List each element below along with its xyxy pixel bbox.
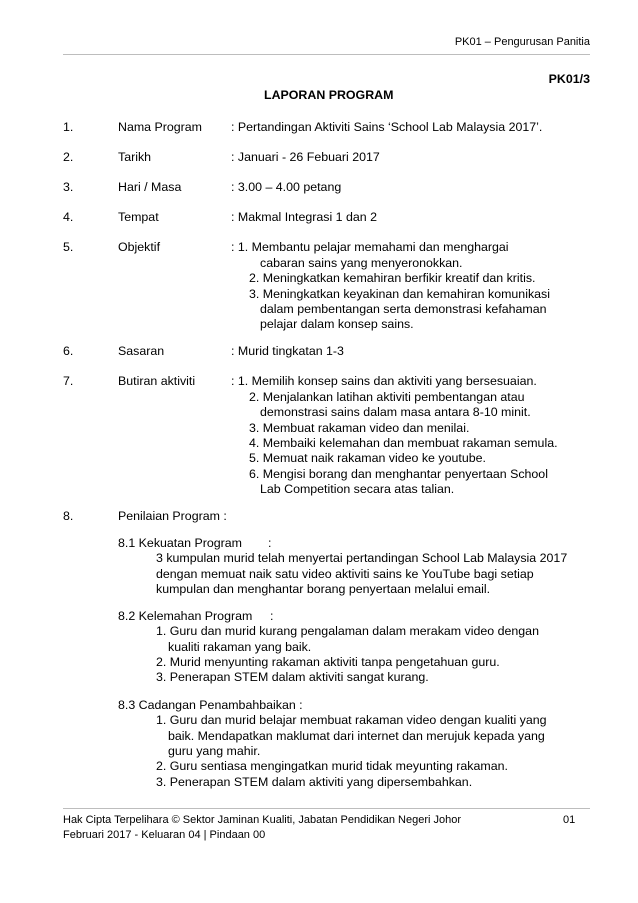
objektif-line: dalam pembentangan serta demonstrasi kefahaman (260, 302, 547, 316)
section-line: 1. Guru dan murid belajar membuat rakaman video dengan kualiti yang (156, 713, 547, 727)
item-number: 3. (63, 180, 74, 194)
item-label: Tempat (118, 210, 159, 224)
running-title: PK01 – Pengurusan Panitia (454, 36, 590, 48)
item-label: Objektif (118, 240, 161, 254)
item-number: 5. (63, 240, 74, 254)
item-value: : Januari - 26 Febuari 2017 (231, 150, 380, 164)
page-title: LAPORAN PROGRAM (264, 88, 394, 102)
objektif-line: 3. Meningkatkan keyakinan dan kemahiran komunikasi (249, 287, 550, 301)
aktiviti-line: 2. Menjalankan latihan aktiviti pembentangan atau (249, 390, 525, 404)
section-line: 2. Murid menyunting rakaman aktiviti tanpa pengetahuan guru. (156, 655, 500, 669)
footer-page-number: 01 (563, 814, 576, 826)
item-number: 2. (63, 150, 74, 164)
document-code: PK01/3 (548, 72, 590, 86)
section-line: 1. Guru dan murid kurang pengalaman dalam merakam video dengan (156, 624, 539, 638)
footer-copyright: Hak Cipta Terpelihara © Sektor Jaminan Kualiti, Jabatan Pendidikan Negeri Johor (63, 814, 462, 826)
objektif-line: cabaran sains yang menyeronokkan. (260, 256, 463, 270)
section-line: kualiti rakaman yang baik. (168, 640, 312, 654)
aktiviti-line: 4. Membaiki kelemahan dan membuat rakaman semula. (249, 436, 558, 450)
item-label: Nama Program (118, 120, 203, 134)
aktiviti-line: demonstrasi sains dalam masa antara 8-10 minit. (260, 405, 531, 419)
header-divider (63, 54, 590, 55)
aktiviti-line: 3. Membuat rakaman video dan menilai. (249, 421, 470, 435)
aktiviti-line: 6. Mengisi borang dan menghantar penyertaan School (249, 467, 548, 481)
aktiviti-line: 5. Memuat naik rakaman video ke youtube. (249, 451, 486, 465)
section-line: 3. Penerapan STEM dalam aktiviti yang dipersembahkan. (156, 775, 473, 789)
section-line: guru yang mahir. (168, 744, 261, 758)
item-label: Tarikh (118, 150, 152, 164)
section-line: baik. Mendapatkan maklumat dari internet dan merujuk kepada yang (168, 729, 545, 743)
aktiviti-line: : 1. Memilih konsep sains dan aktiviti yang bersesuaian. (231, 374, 537, 388)
objektif-line: 2. Meningkatkan kemahiran berfikir kreatif dan kritis. (249, 271, 536, 285)
section-colon: : (268, 536, 272, 550)
item-number: 6. (63, 344, 74, 358)
item-number: 4. (63, 210, 74, 224)
item-value: : 3.00 – 4.00 petang (231, 180, 342, 194)
item-number: 7. (63, 374, 74, 388)
section-heading: 8.1 Kekuatan Program (118, 536, 242, 550)
objektif-line: pelajar dalam konsep sains. (260, 317, 414, 331)
section-colon: : (270, 609, 274, 623)
aktiviti-line: Lab Competition secara atas talian. (260, 482, 455, 496)
item-number: 8. (63, 509, 74, 523)
footer-divider (63, 808, 590, 809)
section-line: 2. Guru sentiasa mengingatkan murid tidak meyunting rakaman. (156, 759, 508, 773)
item-label: Sasaran (118, 344, 165, 358)
section-heading: 8.2 Kelemahan Program (118, 609, 253, 623)
section-line: 3 kumpulan murid telah menyertai pertandingan School Lab Malaysia 2017 (156, 551, 568, 565)
item-value: : Makmal Integrasi 1 dan 2 (231, 210, 378, 224)
item-number: 1. (63, 120, 74, 134)
section-line: 3. Penerapan STEM dalam aktiviti sangat kurang. (156, 670, 429, 684)
item-label: Butiran aktiviti (118, 374, 196, 388)
item-value: : Murid tingkatan 1-3 (231, 344, 344, 358)
section-line: kumpulan dan menghantar borang penyertaan melalui email. (156, 582, 491, 596)
item-label: Hari / Masa (118, 180, 182, 194)
section-heading: 8.3 Cadangan Penambahbaikan : (118, 698, 303, 712)
section-line: dengan memuat naik satu video aktiviti sains ke YouTube bagi setiap (156, 567, 534, 581)
item-label: Penilaian Program : (118, 509, 227, 523)
item-value: : Pertandingan Aktiviti Sains ‘School Lab Malaysia 2017’. (231, 120, 543, 134)
footer-edition: Februari 2017 - Keluaran 04 | Pindaan 00 (63, 829, 266, 841)
objektif-line: : 1. Membantu pelajar memahami dan menghargai (231, 240, 509, 254)
